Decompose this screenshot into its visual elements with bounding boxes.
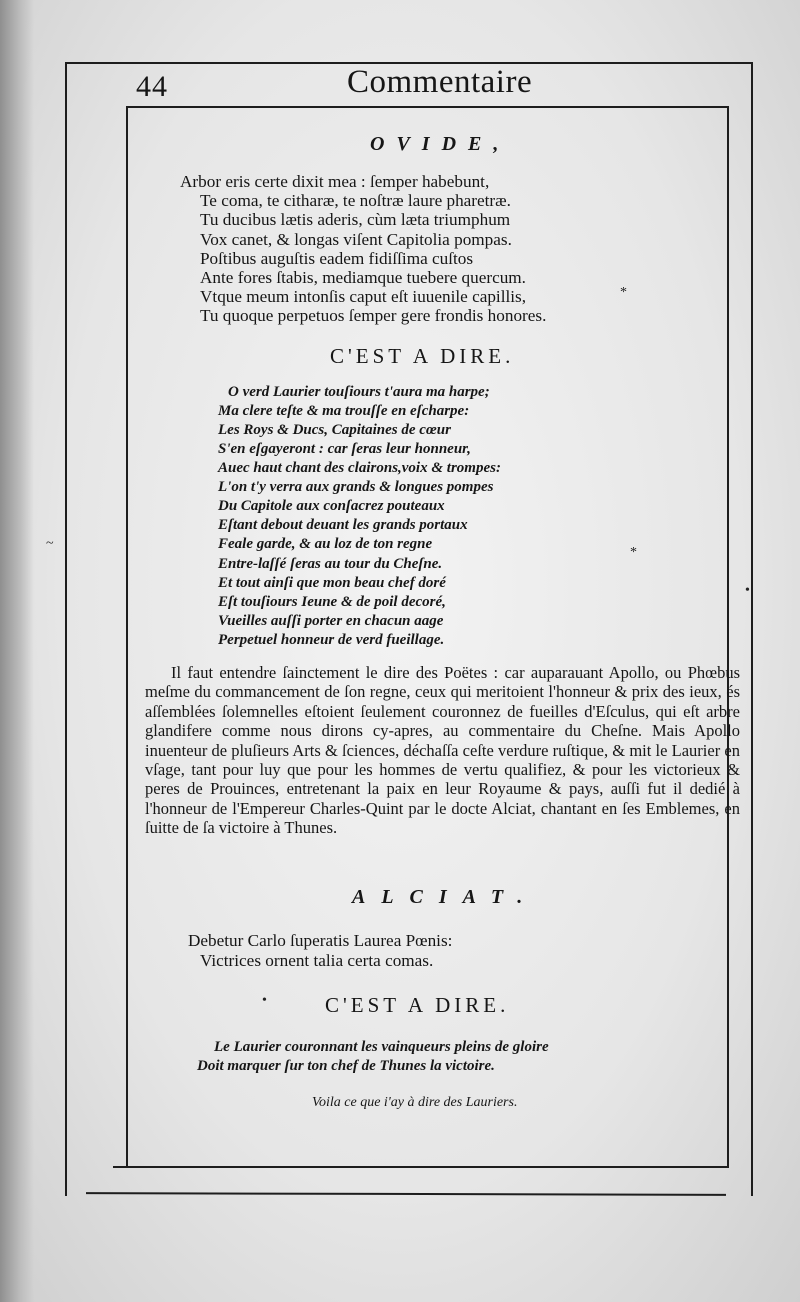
ovide-line: Tu ducibus lætis aderis, cùm læta triumphum	[200, 210, 511, 229]
french-verse-line: Les Roys & Ducs, Capitaines de cœur	[218, 422, 451, 438]
french-verse-line: Perpetuel honneur de verd fueillage.	[218, 632, 445, 648]
cest-a-dire-heading-1: C'EST A DIRE.	[330, 344, 515, 368]
inner-frame-right	[727, 106, 729, 1168]
ovide-line: Te coma, te citharæ, te noſtræ laure pharetræ.	[200, 191, 511, 210]
page-number: 44	[136, 70, 168, 103]
french-verse-line: Eſtant debout deuant les grands portaux	[218, 517, 468, 533]
french-verse-line: Auec haut chant des clairons,voix & trompes:	[218, 460, 501, 476]
french-verse-line: Entre-laſſé ſeras au tour du Cheſne.	[218, 556, 443, 572]
french-verse-line: Ma clere teſte & ma trouſſe en eſcharpe:	[218, 403, 470, 419]
outer-frame-right	[751, 62, 753, 1196]
ink-speck: •	[262, 993, 267, 1008]
french-couplet-line: Doit marquer ſur ton chef de Thunes la victoire.	[197, 1058, 495, 1074]
page-gutter-shadow	[0, 0, 34, 1302]
ovide-line: Ante fores ſtabis, mediamque tuebere quercum.	[200, 268, 526, 287]
outer-frame-bottom	[86, 1192, 726, 1196]
alciat-line: Debetur Carlo ſuperatis Laurea Pœnis:	[188, 931, 453, 950]
commentary-text: Il faut entendre ſainctement le dire des Poëtes : car auparauant Apollo, ou Phœbus meſme du commancement de ſon regne, ceux qui meritoient l'honneur & prix des ieux, és aſſemblées ſolemnelles eſtoient ſeulement couronnez de fueilles d'Eſculus, qui eſt arbre glandifere comme nous dirons cy-apres, au commentaire du Cheſne. Mais Apollo inuenteur de pluſieurs Arts & ſciences, déchaſſa ceſte verdure ruſtique, & mit le Laurier en vſage, tant pour luy que pour les hommes de vertu qualifiez, & pour les victorieux & peres de Prouinces, entretenant la paix en leur Royaume & pays, auſſi fut il dedié à l'honneur de l'Empereur Charles-Quint par le docte Alciat, chantant en ſes Emblemes, en ſuitte de ſa victoire à Thunes.	[145, 663, 740, 838]
closing-line: Voila ce que i'ay à dire des Lauriers.	[312, 1095, 518, 1110]
cest-a-dire-heading-2: C'EST A DIRE.	[325, 993, 510, 1017]
ink-speck: ~	[46, 536, 54, 551]
french-verse-line: L'on t'y verra aux grands & longues pompes	[218, 479, 494, 495]
ovide-heading: OVIDE,	[370, 133, 511, 155]
inner-frame-bottom	[113, 1166, 729, 1168]
outer-frame-top	[66, 62, 752, 64]
inner-frame-top	[127, 106, 729, 108]
french-couplet-line: Le Laurier couronnant les vainqueurs pleins de gloire	[214, 1039, 549, 1055]
ink-speck: *	[620, 285, 627, 300]
ovide-line: Tu quoque perpetuos ſemper gere frondis honores.	[200, 306, 547, 325]
ovide-line: Vox canet, & longas viſent Capitolia pompas.	[200, 230, 512, 249]
ink-speck: •	[745, 583, 750, 598]
french-verse-line: O verd Laurier touſiours t'aura ma harpe;	[228, 384, 490, 400]
french-verse-line: Et tout ainſi que mon beau chef doré	[218, 575, 446, 591]
ovide-line: Poſtibus auguſtis eadem fidiſſima cuſtos	[200, 249, 474, 268]
french-verse-line: Vueilles auſſi porter en chacun aage	[218, 613, 444, 629]
alciat-line: Victrices ornent talia certa comas.	[200, 951, 434, 970]
french-verse-line: S'en eſgayeront : car ſeras leur honneur,	[218, 441, 471, 457]
french-verse-line: Eſt touſiours Ieune & de poil decoré,	[218, 594, 446, 610]
running-title: Commentaire	[347, 64, 533, 100]
inner-frame-left	[126, 106, 128, 1168]
outer-frame-left	[65, 62, 67, 1196]
ovide-line: Vtque meum intonſis caput eſt iuuenile capillis,	[200, 287, 527, 306]
french-verse-line: Du Capitole aux conſacrez pouteaux	[218, 498, 445, 514]
alciat-heading: ALCIAT.	[352, 886, 539, 908]
commentary-paragraph	[145, 663, 740, 838]
ovide-line: Arbor eris certe dixit mea : ſemper habebunt,	[180, 172, 490, 191]
french-verse-line: Feale garde, & au loz de ton regne	[218, 536, 433, 552]
ink-speck: *	[630, 545, 637, 560]
